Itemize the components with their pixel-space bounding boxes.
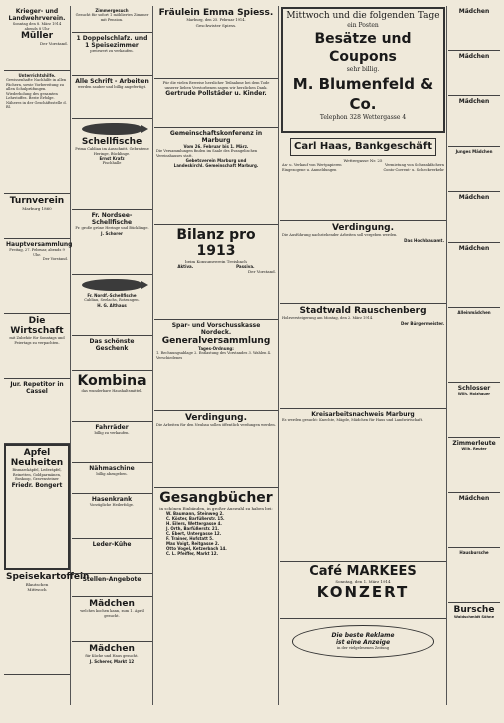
kombina-body: das wunderbare Haushaltsmittel. (81, 389, 143, 393)
list-item: Otto Vogel, Ketzerbach 14. (166, 546, 227, 551)
stadt-title: Stadtwald Rauschenberg (299, 306, 427, 316)
nordsee2-sub: Cabliau, Seelachs, Rotzungen. (84, 298, 140, 302)
schellfische-ad (72, 119, 152, 210)
reklame-ad (280, 619, 446, 723)
list-item: Max Voigt, Reitgasse 2. (166, 541, 220, 546)
passiva-label: Passiva. (236, 264, 255, 269)
verding-title: Verdingung. (331, 223, 395, 233)
schrift-body: werden sauber und billig angefertigt. (77, 85, 147, 89)
reklame-foot: in der vielgelesenen Zeitung (336, 646, 390, 650)
ernst-name: Ernst Krafz (99, 156, 125, 161)
unterricht-title: Unterrichtshilfe. (18, 73, 56, 78)
geschenk-ad (72, 336, 152, 371)
side-ad-title: Mädchen (458, 194, 490, 201)
krieger-foot: Der Vorstand. (39, 41, 68, 46)
markees-title: Café MARKEES (309, 564, 417, 579)
list-item: J. Orth, Barfüßerstr. 21. (166, 526, 220, 531)
side-ad (448, 383, 500, 438)
blumen-line1: Mittwoch und die folgenden Tage (286, 11, 440, 21)
blumenfeld-ad (281, 7, 445, 133)
haupt-foot: Der Vorstand. (42, 257, 68, 261)
wirtschaft-body: mit Zubehör für Sonntags und Feiertags zu verpachten. (9, 336, 65, 345)
speise-sub: Blautschen (25, 582, 49, 587)
haupt-title: Hauptversammlung (6, 241, 73, 248)
haupt-sub: Freitag, 27. Februar, abends 9 Uhr. (9, 248, 65, 257)
kreis-body: Es werden gesucht: Knechte, Mägde, Mädchen für Haus und Landwirtschaft. (282, 418, 424, 422)
blumen-line2: ein Posten (347, 22, 379, 29)
fischhalle-label: Fischhalle (102, 161, 122, 165)
gemein-title: Gemeinschaftskonferenz in Marburg (169, 130, 263, 144)
neuheiten-body: Bismarckäpfel, Lederäpfel, Reinetten, Goldparmänen, Boskoop, Gravensteiner (12, 468, 62, 481)
gemein-body: Die Versammlungen finden im Saale des Evangelischen Vereinshauses statt. (156, 149, 258, 158)
column-3 (154, 6, 279, 705)
verdingung-ad (154, 411, 278, 488)
pollstaeder-name: Gertrude Pollstäder u. Kinder. (165, 90, 267, 97)
gesang-title: Gesangbücher (159, 490, 273, 506)
fahrrad-body: billig zu verkaufen. (94, 431, 130, 435)
geschenk-title: Das schönste Geschenk (89, 338, 135, 352)
list-item: C. Ebert, Untergasse 12. (166, 531, 222, 536)
gesang-sub: in schönen Einbänden, in großer Auswahl zu haben bei: (159, 506, 273, 511)
side-ad-title: Mädchen (458, 495, 490, 502)
bilanz-sub: beim Konsumverein Treisbach (185, 259, 247, 264)
haas-title-box (290, 138, 436, 156)
side-ad-title: Mädchen (458, 98, 490, 105)
schorer-name: J. Schorer (101, 230, 123, 236)
spiess-sub: Marburg, den 25. Februar 1914. (186, 18, 246, 22)
krieger-name: Müller (20, 31, 54, 41)
naeh-body: billig abzugeben. (96, 472, 128, 476)
maedchen2-body: für Küche und Haus gesucht. (85, 654, 139, 658)
kasse-title: Hasenkrank (91, 496, 133, 503)
fahrrad-ad (72, 422, 152, 463)
schell-body: Prima Cabliau im Ausschnitt. Gebratene Heringe, Bücklinge. (75, 147, 149, 156)
nordsee1-title: Fr. Nordsee-Schellfische (91, 212, 133, 226)
stellen-ad (72, 574, 152, 597)
dank-notice (154, 79, 278, 128)
gesangbuecher-ad (154, 488, 278, 624)
neuheiten-ad (4, 444, 70, 570)
maedchen1-title: Mädchen (89, 599, 135, 609)
nordsee2-ad (72, 275, 152, 336)
nordsee1-body: Fr. große grüne Heringe und Bücklinge. (75, 226, 149, 230)
blumen-line4: sehr billig. (346, 66, 380, 73)
hasenkrank-ad (72, 494, 152, 539)
fish-icon (82, 279, 143, 291)
side-ad-title: Zimmerleute (452, 440, 496, 447)
nordsee2-title: Fr. Nordf.-Schellfische (87, 293, 137, 298)
markees-ad (280, 562, 446, 619)
reklame-title: Die beste Reklame (331, 632, 395, 639)
turnverein-sub: Marburg 1860 (22, 206, 52, 211)
gemein-sub: Vom 26. Februar bis 1. März. (183, 144, 249, 149)
aktiva-label: Aktiva. (177, 264, 194, 269)
bilanz-title: Bilanz pro 1913 (176, 227, 256, 259)
scherer-name: J. Scherer, Markt 12 (89, 658, 135, 664)
blumen-name: M. Blumenfeld & Co. (292, 75, 434, 113)
maedchen1-ad (72, 597, 152, 642)
column-5 (448, 6, 500, 705)
side-ad (448, 192, 500, 243)
naeh-title: Nähmaschine (89, 465, 135, 472)
column-2 (72, 6, 153, 705)
haas-body1: An- u. Verkauf von Wertpapieren (282, 163, 342, 167)
side-ad (448, 548, 500, 603)
blumen-line3: Besätze und Coupons (314, 31, 412, 65)
side-ad (448, 308, 500, 383)
verding-foot: Das Hochbauamt. (404, 237, 444, 243)
haas-sub: Wettergasse Nr. 25 (343, 158, 383, 163)
repetitor-title: Jur. Repetitor in Cassel (10, 381, 64, 395)
side-ad-title: Hausbursche (459, 550, 489, 555)
maedchen2-ad (72, 642, 152, 706)
spiess-title: Fräulein Emma Spiess. (158, 8, 274, 18)
spiess-foot: Geschwister Spiess. (195, 22, 237, 28)
list-item: C. Köster, Barfüßerstr. 15. (166, 516, 225, 521)
maedchen1-body: welches kochen kann, zum 1. April gesucht. (80, 609, 144, 618)
stadt-body: Holzversteigerung am Montag, den 2. März 1914. (282, 316, 374, 320)
maedchen2-title: Mädchen (89, 644, 135, 654)
kombina-ad (72, 371, 152, 422)
buerger-title: Der Bürgermeister. (401, 320, 444, 326)
side-ad (448, 438, 500, 493)
spiess-notice (154, 6, 278, 79)
side-ad-title: Junges Mädchen (455, 149, 493, 154)
stadtwald-ad (280, 304, 446, 409)
naehmaschine-ad (72, 463, 152, 494)
side-ad (448, 243, 500, 308)
dank-body: Für die vielen Beweise herzlicher Teilnahme bei dem Tode unserer lieben Verstorbenen sagen wir herzlichen Dank. (162, 81, 270, 90)
spar-title: Spar- und Vorschusskasse Nordeck. (171, 322, 261, 336)
gemein-foot2: Landeskirchl. Gemeinschaft Marburg. (173, 163, 259, 168)
bursche-name: Waldschmidt Söhne (453, 615, 495, 619)
haas-ad (280, 134, 446, 221)
schlosser-name: Wilh. Holzhauer (457, 392, 491, 396)
gemein-foot1: Gebetsverein Marburg und (185, 158, 247, 163)
kreisarbeit-ad (280, 409, 446, 562)
list-item: W. Baumann, Steinweg 2. (166, 511, 224, 516)
column-4 (280, 6, 447, 705)
speise-title: Speisekartoffeln (6, 572, 90, 582)
althaus-name: H. G. Althaus (97, 302, 127, 308)
moebel-body: preiswert zu verkaufen. (90, 49, 134, 53)
speise-foot: Mittwoch (27, 587, 47, 592)
kombina-title: Kombina (77, 373, 147, 389)
side-ad-title: Schlosser (457, 385, 491, 392)
side-ad (448, 6, 500, 51)
side-ad-title: Mädchen (458, 245, 490, 252)
wirtschaft-ad (4, 314, 70, 379)
fahrbar-title: Leder-Kühe (92, 541, 132, 548)
gesang-list (156, 511, 276, 556)
haas-row2 (282, 168, 444, 173)
general-sub: Tages-Ordnung: (198, 346, 234, 351)
schell-title: Schellfische (81, 137, 143, 147)
speisekartoffeln-ad (4, 570, 90, 675)
haas-body2: Vermietung von Schrankfächern (384, 163, 444, 167)
sparkasse-ad (154, 320, 278, 411)
unterricht-body: Gewissenhafte Nachhilfe in allen Fächern, sowie Vorbereitung zu allen Schulprüfungen. Wiederholung des gesamten Lehrstoffes. Beste Erfolge. Näheres in der Geschäftsstelle d. Bl. (6, 78, 67, 109)
side-ad-title: Mädchen (458, 53, 490, 60)
krieger-sub: Sonntag den 8. März 1914 abends 8 Uhr (12, 22, 62, 31)
side-ad-title: Alleinmädchen (457, 310, 491, 315)
bilanz-foot: Der Vorstand. (247, 269, 276, 274)
unterricht-ad (4, 71, 70, 194)
markees-konzert: KONZERT (316, 583, 410, 601)
turnverein-ad (4, 194, 70, 239)
bongert-name: Friedr. Bongert (11, 481, 63, 489)
moebel-ad (72, 33, 152, 76)
side-ad-title: Bursche (453, 605, 495, 615)
zimmergesuch-ad (72, 6, 152, 33)
schrift-title: Alle Schrift - Arbeiten (75, 78, 149, 85)
gemeinschaft-ad (154, 128, 278, 225)
reklame-oval (292, 625, 435, 658)
side-ad (448, 493, 500, 548)
blumen-tel: Telephon 328 Wettergasse 4 (319, 114, 407, 121)
wirtschaft-title: Die Wirtschaft (10, 316, 64, 336)
verding-body: Die Ausführung nachstehender Arbeiten soll vergeben werden. (282, 233, 398, 237)
general-body: 1. Rechnungsablage 2. Entlastung des Vorstandes 3. Wahlen 4. Verschiedenes (156, 351, 272, 360)
column-1 (4, 6, 90, 705)
bilanz-ad (154, 225, 278, 320)
hauptversammlung-ad (4, 239, 73, 314)
reklame-body: ist eine Anzeige (335, 639, 391, 646)
haas-title: Carl Haas, Bankgeschäft (294, 141, 432, 152)
haas-body3: Eingezogene u. Anmeldungen (282, 167, 337, 172)
neuheiten-title: Apfel Neuheiten (10, 448, 64, 468)
side-ad (448, 96, 500, 147)
stellen-title: Stellen-Angebote (82, 576, 142, 583)
kreis-title: Kreisarbeitsnachweis Marburg (311, 411, 415, 418)
turnverein-title: Turnverein (9, 196, 65, 206)
side-ad (448, 147, 500, 192)
repetitor-ad (4, 379, 70, 444)
list-item: C. L. Pfeiffer, Markt 12. (166, 551, 219, 556)
zimmer-title: Zimmergesuch (95, 8, 129, 13)
side-ad-title: Mädchen (458, 8, 490, 15)
verdingung2-ad (280, 221, 446, 304)
lederkuehe-ad (72, 539, 152, 574)
verdingung-body: Die Arbeiten für den Neubau sollen öffentlich verdungen werden. (156, 423, 276, 427)
nordsee1-ad (72, 210, 152, 275)
verdingung-title: Verdingung. (184, 413, 248, 423)
kasse-body: Vorzügliche Heilerfolge. (89, 503, 135, 507)
list-item: F. Trainer, Hofstatt 5. (166, 536, 214, 541)
side-ad (448, 51, 500, 96)
schrift-ad (72, 76, 152, 119)
haas-body4: Conto-Corrent- u. Scheckverkehr (383, 167, 444, 172)
fish-icon (82, 123, 143, 135)
zimmer-body: Gesucht für sofort 1 möbliertes Zimmer mit Pension. (75, 13, 149, 22)
list-item: H. Eilers, Wettergasse 4. (166, 521, 222, 526)
fahrrad-title: Fahrräder (95, 424, 129, 431)
krieger-ad (4, 6, 70, 71)
moebel-title: 1 Doppelschlafz. und 1 Speisezimmer (76, 35, 148, 49)
krieger-title: Krieger- und Landwehrverein. (8, 8, 66, 22)
zimmer-name: Wilh. Reuter (461, 447, 487, 451)
markees-date: Sonntag, den 1. März 1914 (335, 579, 391, 584)
general-title: Generalversammlung (161, 336, 271, 346)
side-ad (448, 603, 500, 657)
